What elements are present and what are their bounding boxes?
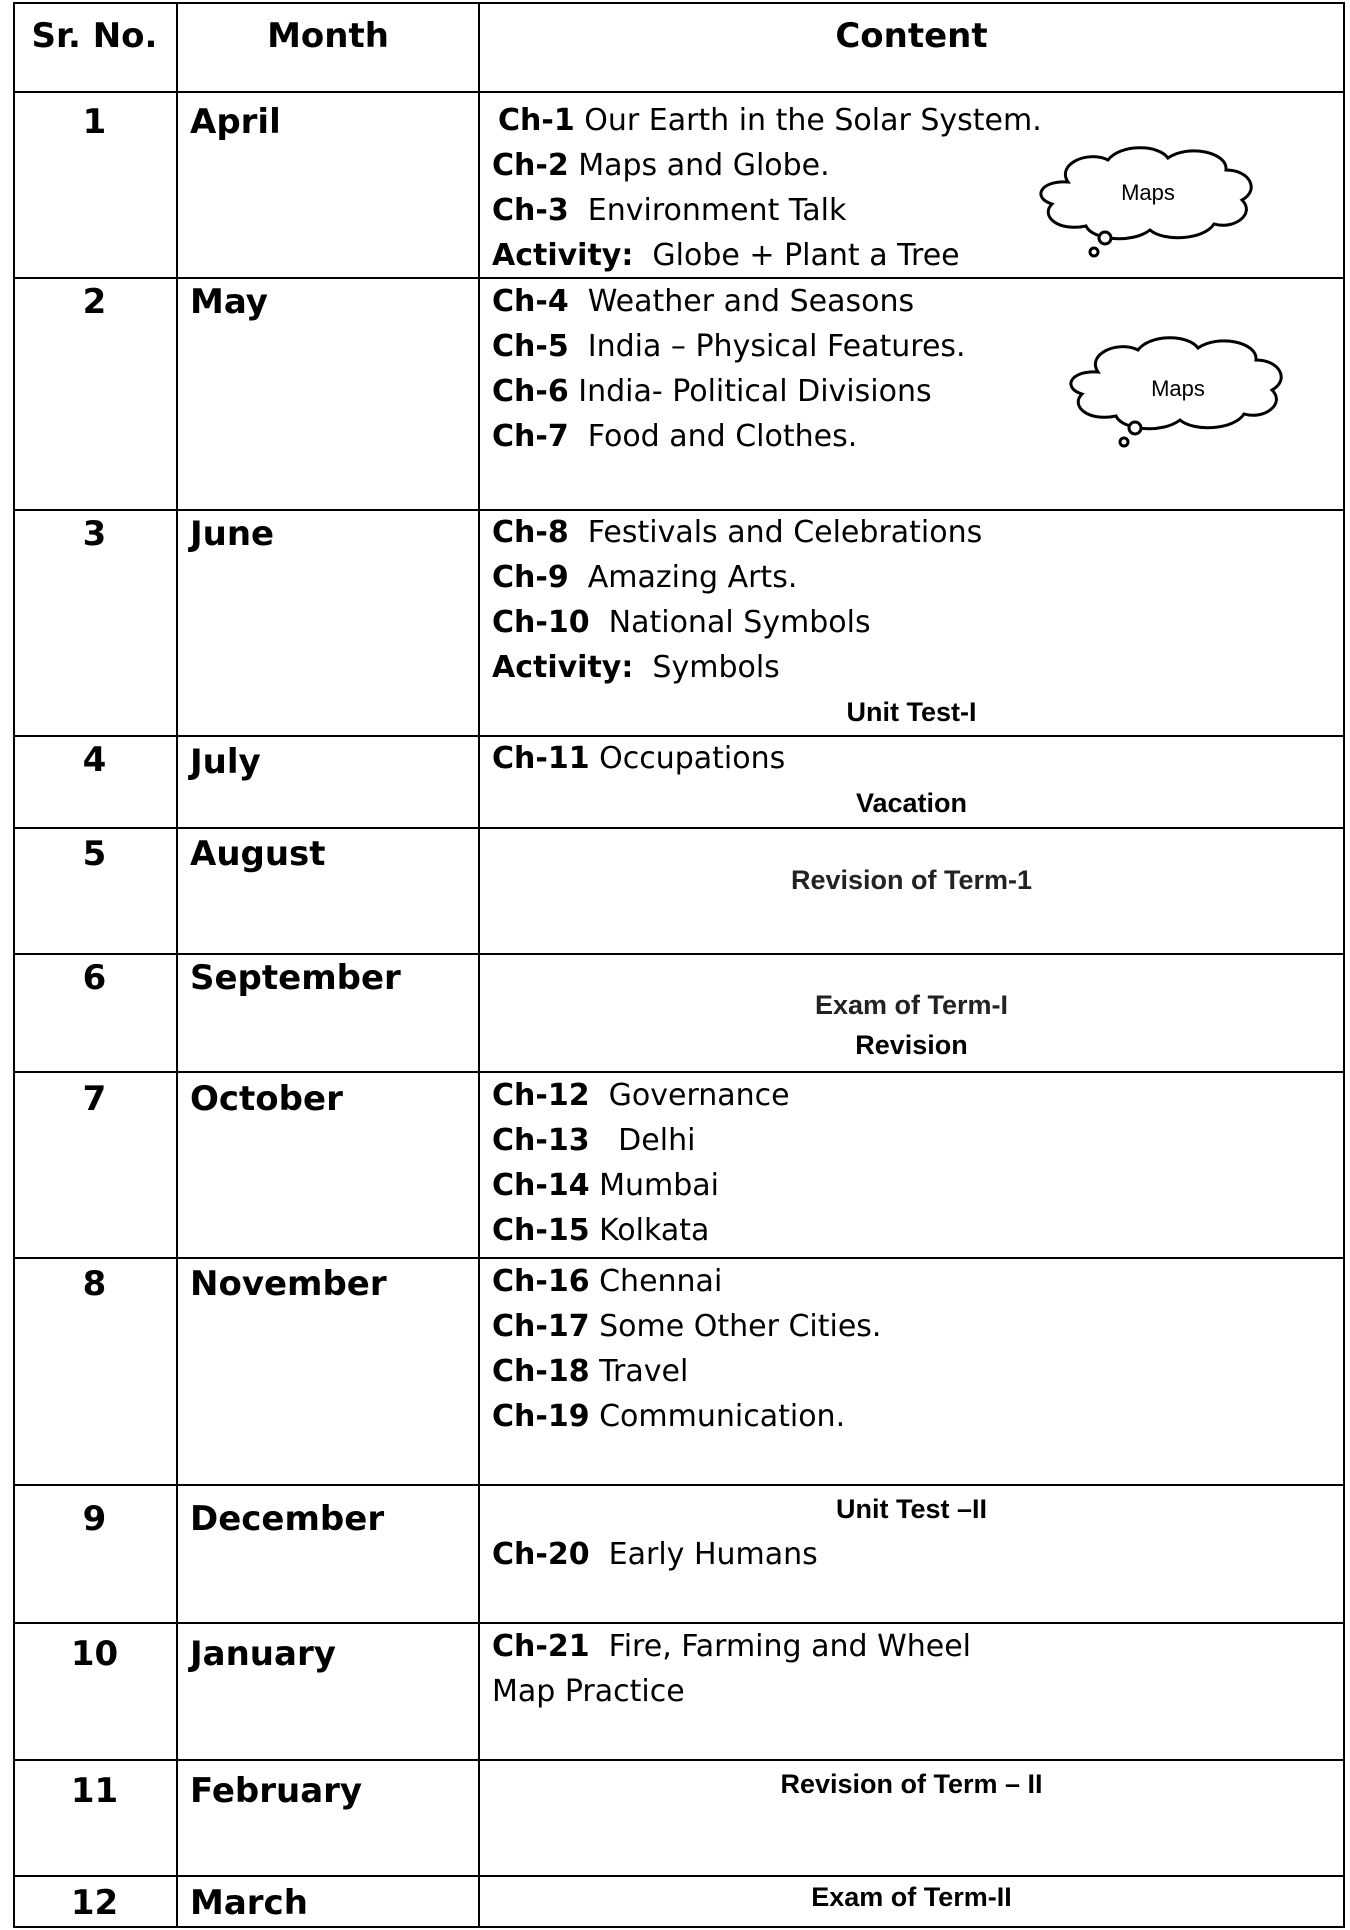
- chapter-code: Ch-13: [492, 1123, 590, 1158]
- callout-text: Maps: [1121, 180, 1175, 205]
- revision-note: Revision: [855, 1030, 968, 1060]
- row-number: 10: [70, 1634, 119, 1674]
- row-number: 1: [82, 102, 107, 142]
- row-month: December: [190, 1499, 385, 1539]
- activity-label: Activity:: [492, 238, 634, 273]
- row-number: 7: [82, 1079, 107, 1119]
- row-month: April: [190, 102, 281, 142]
- row-number: 11: [70, 1771, 119, 1811]
- chapter-title: Travel: [589, 1354, 689, 1389]
- row-number: 8: [82, 1264, 107, 1304]
- row-month: November: [190, 1264, 387, 1304]
- chapter-title: Kolkata: [589, 1213, 710, 1248]
- row-month: September: [190, 958, 401, 998]
- syllabus-table: [13, 2, 1345, 1928]
- row-number: 12: [70, 1883, 119, 1923]
- activity-text: Symbols: [633, 650, 780, 685]
- activity-label: Activity:: [492, 650, 634, 685]
- row-content: [480, 1073, 1343, 1253]
- chapter-title: Fire, Farming and Wheel: [589, 1629, 972, 1664]
- chapter-code: Ch-5: [492, 329, 569, 364]
- chapter-title: National Symbols: [589, 605, 871, 640]
- chapter-code: Ch-8: [492, 515, 569, 550]
- chapter-line: [480, 1349, 1343, 1394]
- chapter-line: [480, 1208, 1343, 1253]
- chapter-title: Weather and Seasons: [568, 284, 915, 319]
- chapter-line: [480, 555, 1343, 600]
- chapter-line: [480, 510, 1343, 555]
- maps-callout-cloud: [1058, 332, 1298, 462]
- practice-line: [480, 1669, 1343, 1714]
- row-content: [480, 510, 1343, 735]
- row-number: 2: [82, 282, 107, 322]
- chapter-title: Delhi: [589, 1123, 696, 1158]
- chapter-code: Ch-6: [492, 374, 569, 409]
- chapter-title: Occupations: [589, 741, 786, 776]
- row-divider: [13, 827, 1345, 829]
- chapter-code: Ch-21: [492, 1629, 590, 1664]
- row-content: [480, 1875, 1343, 1920]
- chapter-line: [480, 600, 1343, 645]
- chapter-line: [480, 736, 1343, 781]
- row-month: January: [190, 1634, 336, 1674]
- activity-line: [480, 645, 1343, 690]
- row-divider: [13, 91, 1345, 93]
- chapter-code: Ch-20: [492, 1537, 590, 1572]
- chapter-line: [480, 1624, 1343, 1669]
- chapter-code: Ch-15: [492, 1213, 590, 1248]
- chapter-title: Environment Talk: [568, 193, 847, 228]
- chapter-title: India- Political Divisions: [568, 374, 932, 409]
- row-content: [480, 1259, 1343, 1439]
- chapter-code: Ch-18: [492, 1354, 590, 1389]
- header-sr-no: Sr. No.: [31, 16, 158, 56]
- callout-text: Maps: [1151, 376, 1205, 401]
- table-border-right: [1343, 2, 1345, 1928]
- table-border-bottom: [13, 1926, 1345, 1928]
- chapter-code: Ch-14: [492, 1168, 590, 1203]
- chapter-title: Early Humans: [589, 1537, 818, 1572]
- chapter-title: Festivals and Celebrations: [568, 515, 983, 550]
- chapter-code: Ch-10: [492, 605, 590, 640]
- row-month: August: [190, 834, 326, 874]
- row-content: [480, 1762, 1343, 1807]
- chapter-title: Chennai: [589, 1264, 723, 1299]
- chapter-line: [480, 1163, 1343, 1208]
- exam-note: Exam of Term-II: [811, 1882, 1012, 1912]
- row-content: [480, 1487, 1343, 1577]
- row-number: 6: [82, 958, 107, 998]
- chapter-title: Amazing Arts.: [568, 560, 798, 595]
- row-month: May: [190, 282, 268, 322]
- chapter-title: Governance: [589, 1078, 790, 1113]
- row-divider: [13, 1484, 1345, 1486]
- row-month: June: [190, 514, 275, 554]
- revision-note: Revision of Term-1: [790, 865, 1033, 895]
- activity-text: Globe + Plant a Tree: [633, 238, 960, 273]
- row-content: [480, 736, 1343, 826]
- table-border-top: [13, 2, 1345, 4]
- vacation-note: Vacation: [855, 788, 968, 818]
- row-month: July: [190, 742, 261, 782]
- chapter-line: [480, 1259, 1343, 1304]
- row-month: October: [190, 1079, 343, 1119]
- chapter-line: [480, 1394, 1343, 1439]
- chapter-code: Ch-16: [492, 1264, 590, 1299]
- row-content: [480, 985, 1343, 1065]
- row-number: 4: [82, 740, 107, 780]
- row-divider: [13, 1759, 1345, 1761]
- chapter-line: [480, 279, 1343, 324]
- thought-cloud-icon: [1028, 142, 1268, 272]
- header-month: Month: [267, 16, 389, 56]
- practice-text: Map Practice: [492, 1674, 685, 1709]
- chapter-title: Maps and Globe.: [568, 148, 830, 183]
- chapter-code: Ch-1: [498, 103, 575, 138]
- chapter-code: Ch-19: [492, 1399, 590, 1434]
- row-number: 9: [82, 1499, 107, 1539]
- chapter-code: Ch-17: [492, 1309, 590, 1344]
- revision-note: Revision of Term – II: [780, 1769, 1043, 1799]
- chapter-line: [480, 1118, 1343, 1163]
- chapter-code: Ch-4: [492, 284, 569, 319]
- header-content: Content: [835, 16, 988, 56]
- row-month: March: [190, 1883, 308, 1923]
- unit-test-note: Unit Test-I: [846, 697, 977, 727]
- chapter-title: India – Physical Features.: [568, 329, 966, 364]
- row-content: [480, 1624, 1343, 1714]
- exam-note: Exam of Term-I: [814, 990, 1009, 1020]
- chapter-code: Ch-12: [492, 1078, 590, 1113]
- chapter-code: Ch-7: [492, 419, 569, 454]
- row-number: 5: [82, 834, 107, 874]
- chapter-code: Ch-3: [492, 193, 569, 228]
- chapter-code: Ch-11: [492, 741, 590, 776]
- row-divider: [13, 953, 1345, 955]
- unit-test-note: Unit Test –II: [835, 1494, 988, 1524]
- chapter-line: [480, 1073, 1343, 1118]
- chapter-title: Mumbai: [589, 1168, 719, 1203]
- row-number: 3: [82, 514, 107, 554]
- chapter-line: [480, 1304, 1343, 1349]
- row-content: [480, 858, 1343, 903]
- maps-callout-cloud: [1028, 142, 1268, 272]
- chapter-line: [480, 1532, 1343, 1577]
- chapter-title: Some Other Cities.: [589, 1309, 882, 1344]
- chapter-title: Food and Clothes.: [568, 419, 858, 454]
- row-month: February: [190, 1771, 363, 1811]
- chapter-code: Ch-2: [492, 148, 569, 183]
- chapter-code: Ch-9: [492, 560, 569, 595]
- chapter-title: Communication.: [589, 1399, 846, 1434]
- chapter-line: [480, 98, 1343, 143]
- chapter-title: Our Earth in the Solar System.: [574, 103, 1042, 138]
